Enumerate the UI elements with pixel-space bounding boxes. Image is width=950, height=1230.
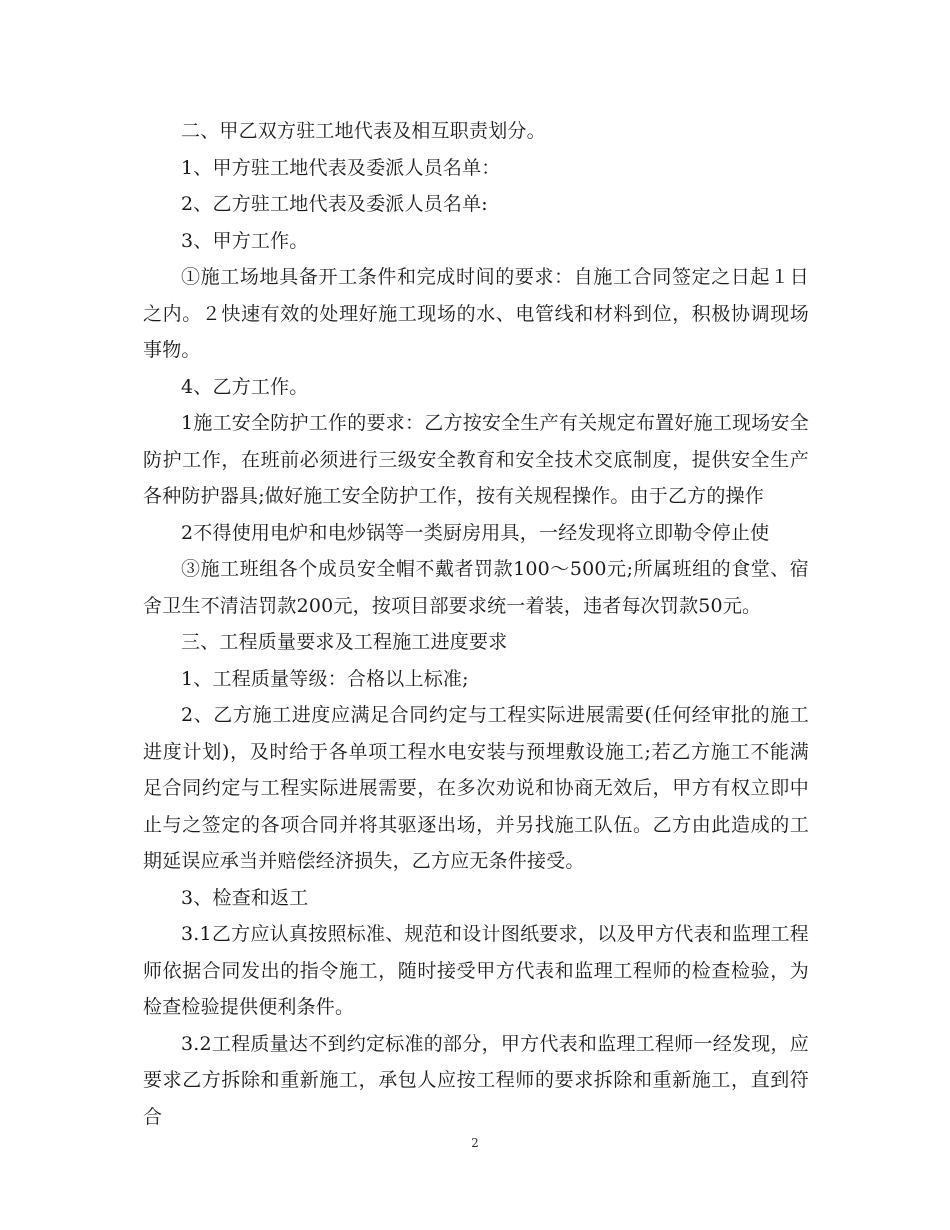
paragraph-quality-grade: 1、工程质量等级：合格以上标准; [181,667,469,690]
paragraph-inspection-heading: 3、检查和返工 [181,886,309,909]
paragraph-party-a-work: 3、甲方工作。 [181,229,309,252]
paragraph-safety-protection: 1施工安全防护工作的要求：乙方按安全生产有关规定布置好施工现场安全防护工作，在班前必须进行三级安全教育和安全技术交底制度，提供安全生产各种防护器具;做好施工安全防护工作，按有关规程操作。由于乙方的操作 [143,412,809,507]
paragraph-site-conditions: ①施工场地具备开工条件和完成时间的要求：自施工合同签定之日起１日之内。２快速有效的处理好施工现场的水、电管线和材料到位，积极协调现场事物。 [143,266,809,361]
paragraph-section-3-heading: 三、工程质量要求及工程施工进度要求 [181,631,508,653]
paragraph-fines: ③施工班组各个成员安全帽不戴者罚款100～500元;所属班组的食堂、宿舍卫生不清洁罚款200元，按项目部要求统一着装，违者每次罚款50元。 [143,558,809,617]
paragraph-party-b-representatives: 2、乙方驻工地代表及委派人员名单: [181,193,488,215]
paragraph-party-a-representatives: 1、甲方驻工地代表及委派人员名单： [181,156,501,179]
paragraph-kitchen-appliances: 2不得使用电炉和电炒锅等一类厨房用具，一经发现将立即勒令停止使 [181,521,770,544]
paragraph-party-b-work: 4、乙方工作。 [181,375,309,398]
paragraph-inspection-3-2: 3.2工程质量达不到约定标准的部分，甲方代表和监理工程师一经发现，应要求乙方拆除和重新施工，承包人应按工程师的要求拆除和重新施工，直到符合 [143,1032,809,1128]
paragraph-section-2-heading: 二、甲乙双方驻工地代表及相互职责划分。 [181,120,546,142]
paragraph-inspection-3-1: 3.1乙方应认真按照标准、规范和设计图纸要求，以及甲方代表和监理工程师依据合同发出的指令施工，随时接受甲方代表和监理工程师的检查检验，为检查检验提供便利条件。 [143,923,809,1018]
paragraph-schedule-requirements: 2、乙方施工进度应满足合同约定与工程实际进展需要(任何经审批的施工进度计划)，及时给于各单项工程水电安装与预埋敷设施工;若乙方施工不能满足合同约定与工程实际进展需要，在多次劝说和协商无效后，甲方有权立即中止与之签定的各项合同并将其驱逐出场，并另找施工队伍。乙方由此造成的工期延误应承当并赔偿经济损失，乙方应无条件接受。 [143,704,809,872]
page-number: 2 [471,1136,479,1150]
document-body [143,113,809,1135]
